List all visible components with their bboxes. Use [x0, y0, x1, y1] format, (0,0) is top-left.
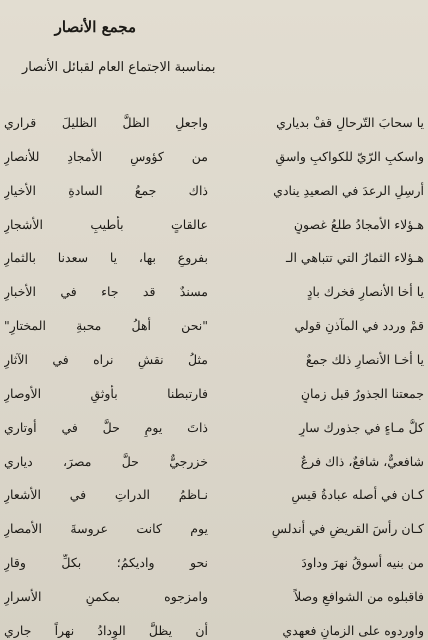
- verse-line: عالقاتٍ بأطيبِ الأشجارِ: [4, 216, 208, 232]
- poem-right-column: [214, 114, 424, 640]
- poem-left-column: [4, 114, 208, 640]
- verse-line: واوردوه على الزمانِ فعهدي: [282, 622, 424, 638]
- verse-line: كـان رأسَ القريضِ في أندلسٍ: [271, 521, 424, 537]
- verse-line: من كؤوسِ الأمجادِ للأنصارِ: [4, 148, 208, 164]
- verse-line: مثلُ نقشٍ نراه في الآثارِ: [4, 352, 208, 368]
- verse-line: هـؤلاء الثمارُ التي تتباهي الـ: [286, 250, 424, 266]
- verse-line: من بنيه أسوقُ نهرَ وداودَ: [301, 555, 424, 571]
- page-subtitle: بمناسبة الاجتماع العام لقبائل الأنصار: [22, 60, 216, 75]
- verse-line: فارتبطنا بأوثقِ الأوصارِ: [4, 385, 208, 401]
- verse-line: ذاك جمعُ السادةِ الأخيارِ: [4, 182, 208, 198]
- verse-line: "نحن أهلُ محبةِ المختارِ": [4, 318, 208, 334]
- verse-line: كـان في أصله عبادةُ قيسٍ: [291, 487, 424, 503]
- verse-line: وامزجوه بمكمنِ الأسرارِ: [4, 589, 208, 605]
- verse-line: فاقبلوه من الشوافعِ وصلاً: [294, 589, 424, 605]
- verse-line: واجعلِ الظلَّ الظليلَ قراري: [4, 115, 208, 130]
- verse-line: نـاظمُ الدراتِ في الأشعارِ: [4, 487, 208, 503]
- verse-line: نحو واديكمُ؛ بكلِّ وقارِ: [4, 555, 208, 571]
- page-title: مجمع الأنصار: [54, 18, 136, 36]
- verse-line: شافعيٌّ، شافعٌ، ذاك فرعٌ: [300, 453, 424, 469]
- verse-line: أن يظلَّ الوِدادُ نهراً جاري: [4, 622, 208, 638]
- verse-line: يا أخـا الأنصارِ ذلك جمعٌ: [305, 352, 424, 368]
- verse-line: جمعتنا الجذورُ قبل زمانٍ: [300, 385, 424, 401]
- verse-line: كلُّ مـاءٍ في جذورك سارٍ: [299, 419, 424, 435]
- verse-line: يا أخا الأنصارِ فخرك بادٍ: [306, 284, 424, 300]
- verse-line: مسندٌ قد جاء في الأخبارِ: [4, 284, 208, 300]
- verse-line: يوم كانت عروسةَ الأمصارِ: [4, 521, 208, 537]
- verse-line: يا سحابَ التّرحالِ قفْ بدياري: [276, 115, 424, 130]
- verse-line: هـؤلاء الأمجادُ طلعُ غصونٍ: [293, 216, 424, 232]
- verse-line: واسكبِ الرّيّ للكواكبِ واسقِ: [275, 148, 424, 164]
- verse-line: بفروعٍ بها، يا سعدنا بالثمارِ: [4, 250, 208, 266]
- verse-line: ذاتَ يومٍ حلَّ في أوتاري: [4, 419, 208, 435]
- verse-line: أرسِلِ الرعدَ في الصعيدِ ينادي: [273, 182, 424, 198]
- verse-line: قمْ وردد في المآذنِ قولي: [294, 318, 424, 334]
- verse-line: خزرجيٌّ حلَّ مصرَ، دياري: [4, 453, 208, 469]
